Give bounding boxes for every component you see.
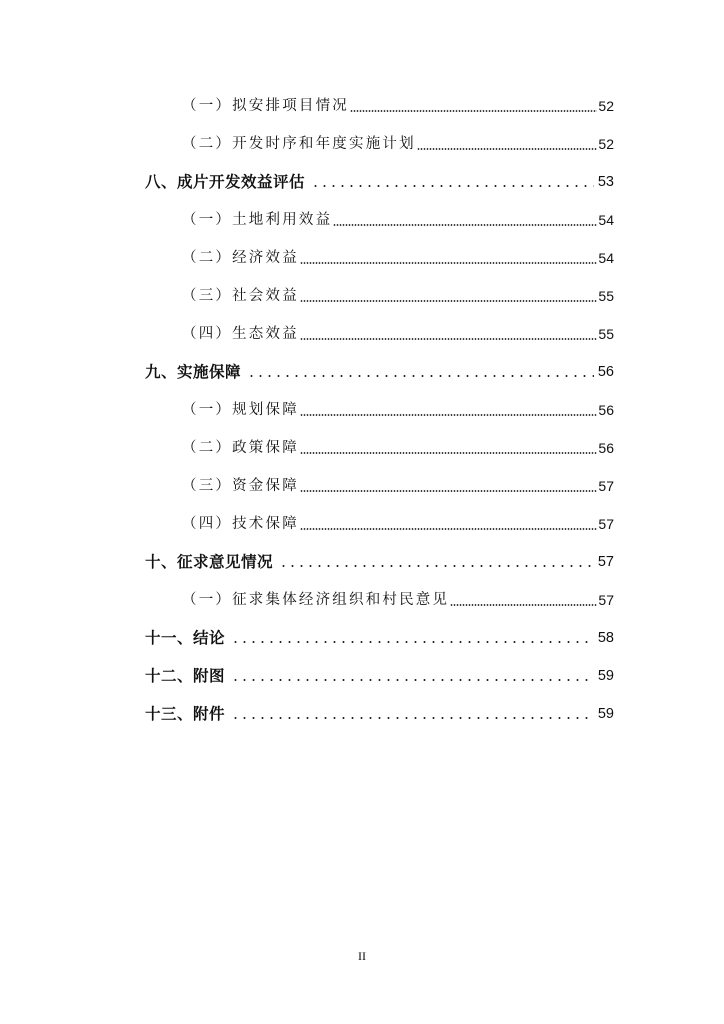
toc-entry-label: （三）资金保障 (182, 478, 299, 494)
toc-entry-label: （一）征求集体经济组织和村民意见 (182, 592, 450, 608)
toc-entry[interactable] (182, 589, 614, 611)
toc-leader-dots (279, 564, 594, 568)
toc-entry[interactable] (182, 285, 614, 307)
toc-leader-dots (300, 261, 598, 265)
toc-chapter-page: 53 (597, 174, 614, 190)
toc-leader-dots (450, 603, 597, 607)
toc-leader-dots (300, 527, 598, 531)
toc-entry-label: （二）经济效益 (182, 250, 299, 266)
toc-entry-page: 56 (598, 402, 614, 418)
toc-entry[interactable] (182, 323, 614, 345)
toc-leader-dots (300, 299, 598, 303)
toc-entry-label: （一）土地利用效益 (182, 212, 333, 228)
toc-entry-page: 55 (598, 326, 614, 342)
toc-entry-page: 56 (598, 440, 614, 456)
toc-entry-page: 54 (598, 250, 614, 266)
toc-entry[interactable] (182, 133, 614, 155)
toc-entry-label: （三）社会效益 (182, 288, 299, 304)
toc-chapter-entry[interactable] (145, 627, 614, 649)
toc-leader-dots (247, 374, 594, 378)
toc-leader-dots (231, 640, 594, 644)
toc-entry[interactable] (182, 209, 614, 231)
toc-entry-page: 55 (598, 288, 614, 304)
toc-chapter-label: 十二、附图 (145, 667, 226, 685)
toc-leader-dots (350, 109, 597, 113)
toc-entry[interactable] (182, 247, 614, 269)
toc-leader-dots (231, 678, 594, 682)
toc-entry-page: 52 (598, 136, 614, 152)
toc-chapter-entry[interactable] (145, 551, 614, 573)
toc-chapter-entry[interactable] (145, 703, 614, 725)
toc-entry-label: （四）生态效益 (182, 326, 299, 342)
toc-leader-dots (300, 413, 598, 417)
toc-entry[interactable] (182, 95, 614, 117)
toc-entry-page: 57 (598, 516, 614, 532)
toc-leader-dots (417, 147, 598, 151)
toc-entry-page: 54 (598, 212, 614, 228)
toc-chapter-label: 八、成片开发效益评估 (145, 173, 306, 191)
toc-entry[interactable] (182, 513, 614, 535)
toc-leader-dots (231, 716, 594, 720)
toc-leader-dots (300, 451, 598, 455)
toc-chapter-entry[interactable] (145, 361, 614, 383)
toc-chapter-label: 十一、结论 (145, 629, 226, 647)
toc-entry-page: 52 (598, 98, 614, 114)
toc-chapter-label: 十、征求意见情况 (145, 553, 274, 571)
toc-entry[interactable] (182, 399, 614, 421)
toc-entry[interactable] (182, 475, 614, 497)
toc-leader-dots (300, 337, 598, 341)
toc-leader-dots (311, 184, 594, 188)
toc-entry-label: （二）政策保障 (182, 440, 299, 456)
toc-entry-label: （二）开发时序和年度实施计划 (182, 136, 416, 152)
toc-entry[interactable] (182, 437, 614, 459)
toc-entry-page: 57 (598, 478, 614, 494)
page-number: II (358, 949, 366, 963)
toc-chapter-page: 59 (597, 706, 614, 722)
toc-chapter-label: 九、实施保障 (145, 363, 242, 381)
toc-chapter-page: 59 (597, 668, 614, 684)
toc-entry-page: 57 (598, 592, 614, 608)
toc-chapter-page: 57 (597, 554, 614, 570)
toc-entry-label: （一）拟安排项目情况 (182, 98, 349, 114)
toc-entry-label: （一）规划保障 (182, 402, 299, 418)
toc-chapter-entry[interactable] (145, 665, 614, 687)
toc-entry-label: （四）技术保障 (182, 516, 299, 532)
toc-chapter-label: 十三、附件 (145, 705, 226, 723)
toc-chapter-page: 58 (597, 630, 614, 646)
toc-chapter-page: 56 (597, 364, 614, 380)
toc-leader-dots (300, 489, 598, 493)
toc-leader-dots (333, 223, 597, 227)
toc-chapter-entry[interactable] (145, 171, 614, 193)
